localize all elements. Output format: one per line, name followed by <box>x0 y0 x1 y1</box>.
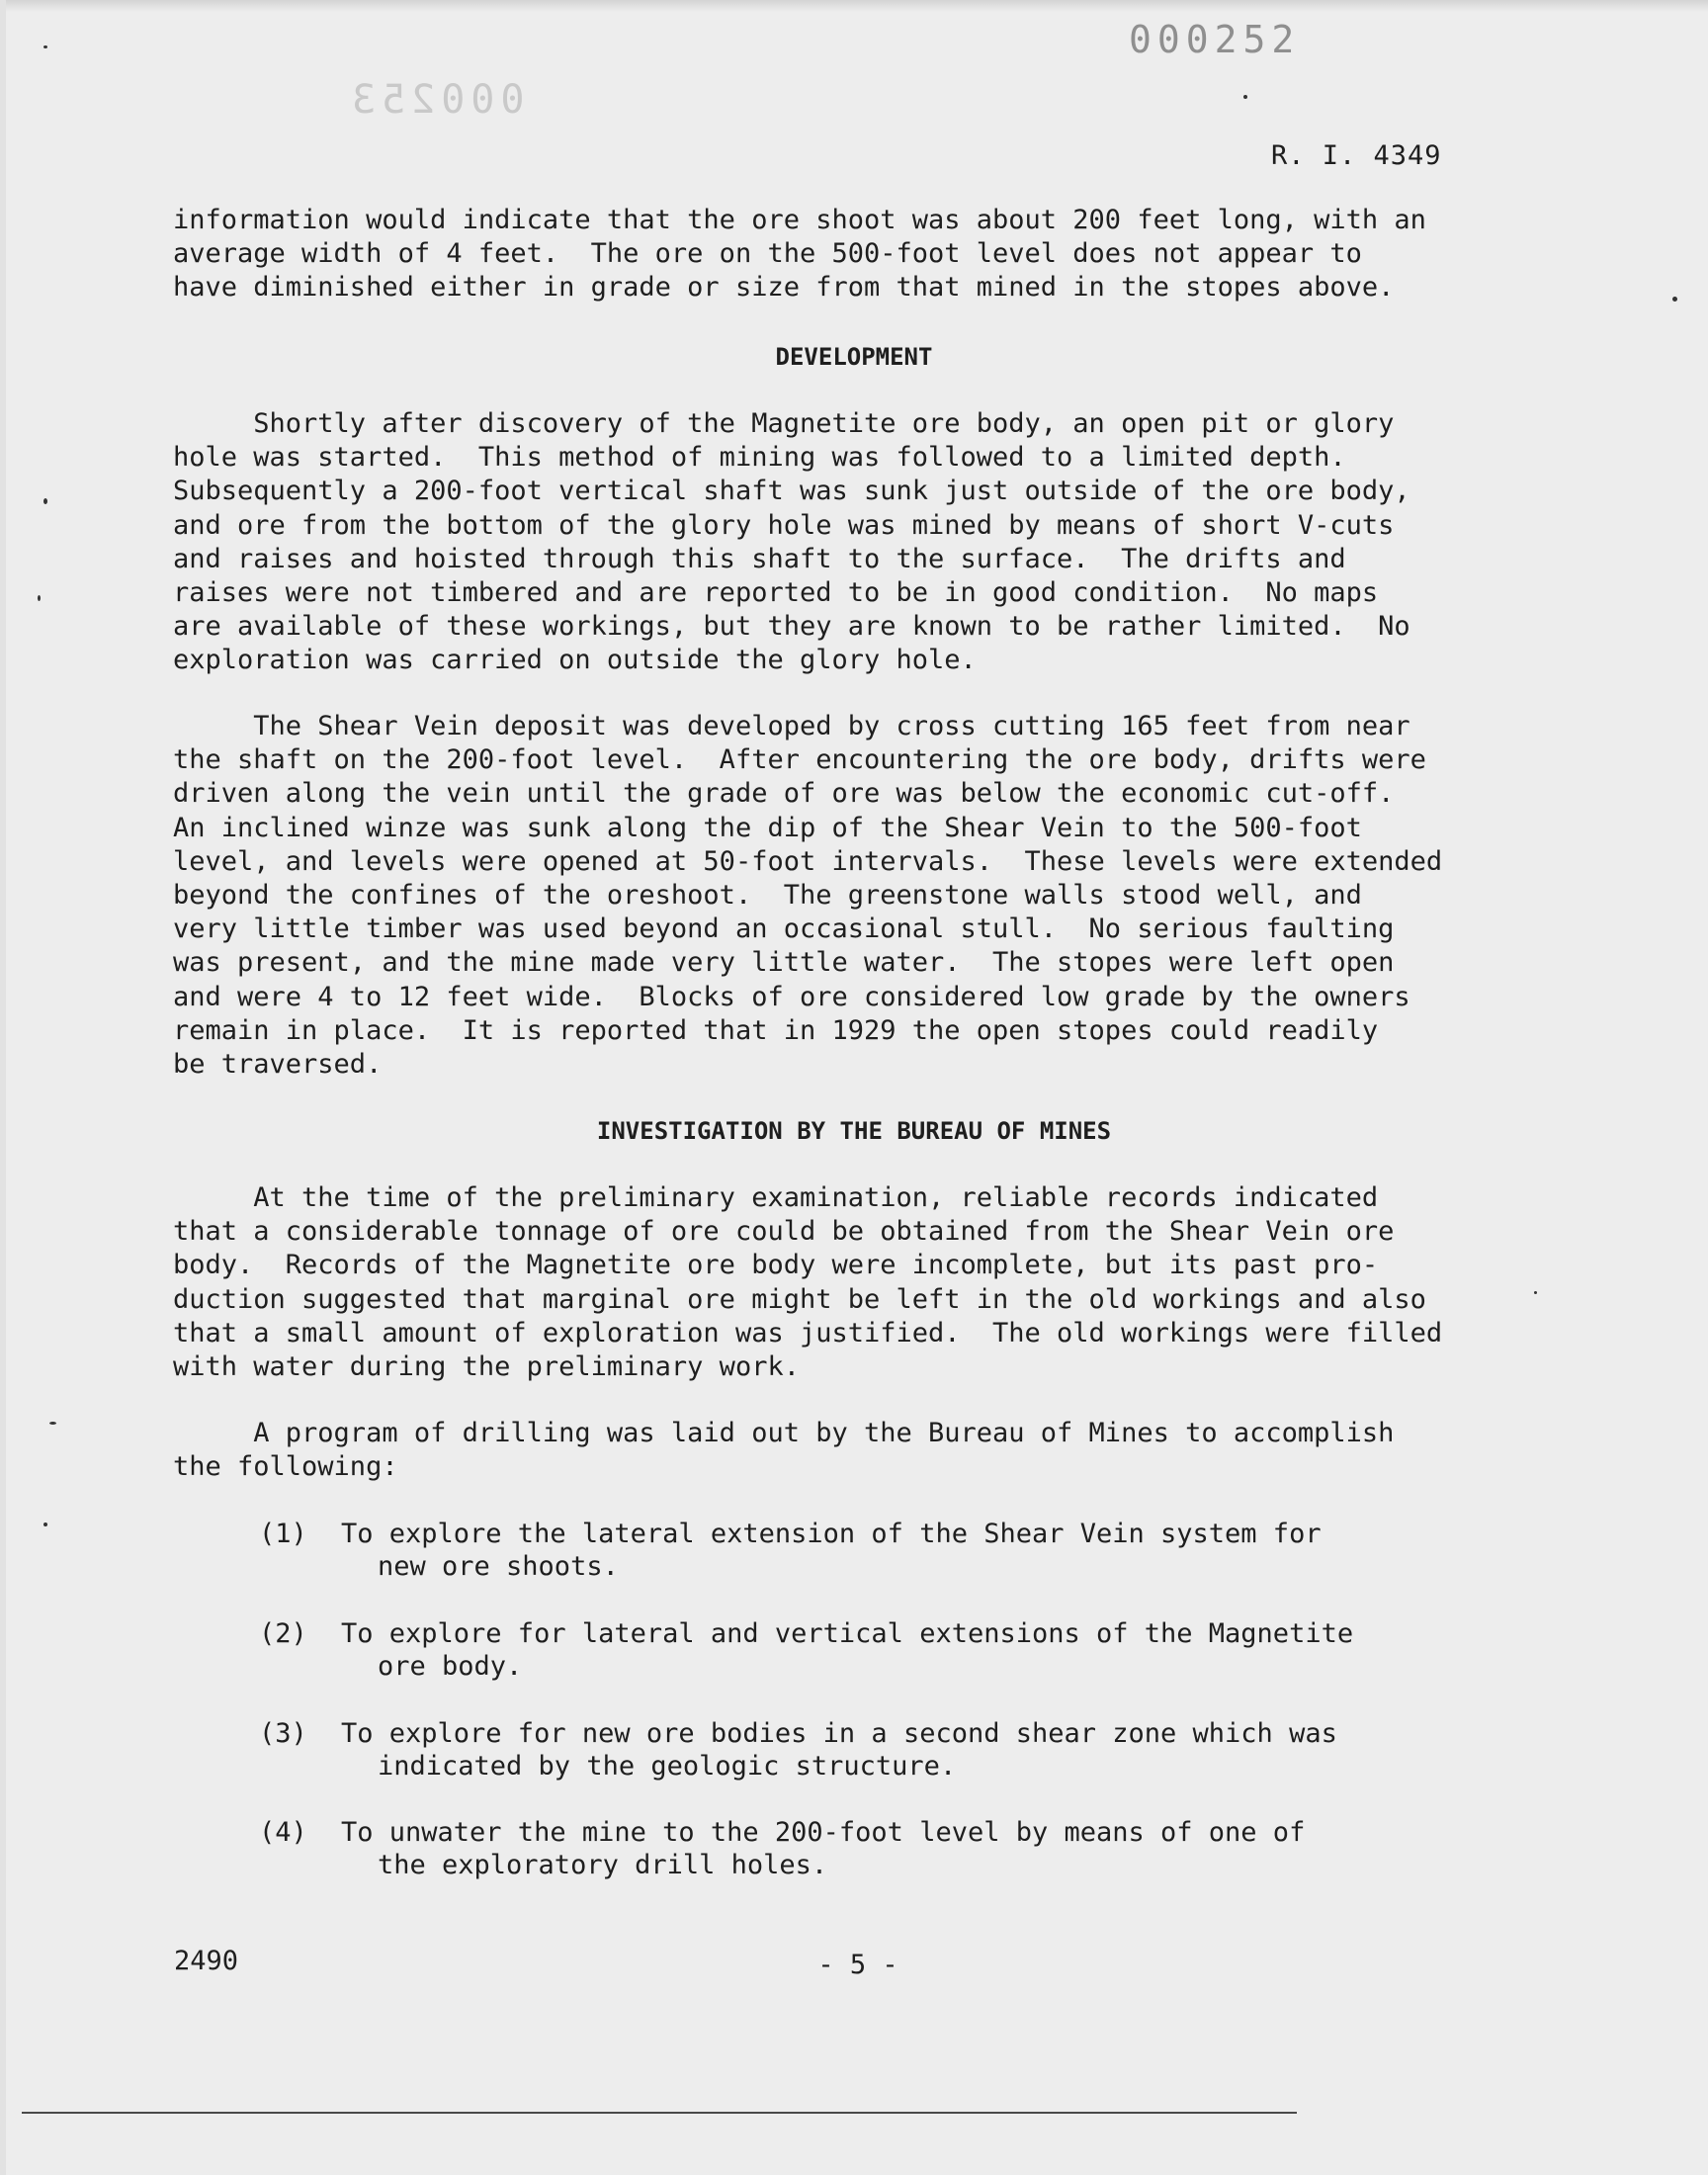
development-heading: DEVELOPMENT <box>775 343 933 371</box>
list-item-text-continued: new ore shoots. <box>378 1551 619 1582</box>
list-item-text: To explore the lateral extension of the Shear Vein system for <box>341 1519 1322 1549</box>
scan-edge-top <box>0 0 1708 12</box>
list-item-text-continued: ore body. <box>378 1651 523 1682</box>
list-item-text: To explore for new ore bodies in a second shear zone which was <box>341 1718 1337 1749</box>
list-item-number: (2) <box>259 1618 307 1649</box>
scan-speck <box>43 1522 47 1526</box>
scan-edge-left <box>0 0 6 2175</box>
scan-speck <box>49 1422 56 1425</box>
list-item-number: (3) <box>259 1718 307 1749</box>
list-item-number: (4) <box>259 1817 307 1848</box>
list-item-number: (1) <box>259 1519 307 1549</box>
list-item-text-continued: the exploratory drill holes. <box>378 1850 828 1880</box>
report-identifier: R. I. 4349 <box>1271 140 1442 171</box>
page-number: - 5 - <box>817 1950 898 1980</box>
bleed-through-number: 000253 <box>346 77 525 123</box>
footer-code: 2490 <box>174 1946 239 1976</box>
investigation-heading: INVESTIGATION BY THE BUREAU OF MINES <box>596 1117 1112 1145</box>
investigation-paragraph-1: At the time of the preliminary examination, reliable records indicated that a considerable tonnage of ore could be obtained from the Shear Vein ore body. Records of the Magnetite ore body were incomplete, but its past pro- duction suggested that marginal ore might be left in the old workings and also that a small amount of exploration was justified. The old workings were filled with water during the preliminary work. <box>173 1182 1443 1383</box>
intro-paragraph: information would indicate that the ore shoot was about 200 feet long, with an average width of 4 feet. The ore on the 500-foot level does not appear to have diminished either in grade or size from that mined in the stopes above. <box>173 205 1426 304</box>
investigation-paragraph-2: A program of drilling was laid out by the Bureau of Mines to accomplish the following: <box>173 1418 1395 1483</box>
archive-stamp-number: 000252 <box>1129 18 1301 61</box>
list-item-text: To unwater the mine to the 200-foot level by means of one of <box>341 1817 1306 1848</box>
scan-speck <box>1534 1291 1537 1294</box>
development-paragraph-2: The Shear Vein deposit was developed by cross cutting 165 feet from near the shaft on the 200-foot level. After encountering the ore body, drifts were driven along the vein until the grade of ore was below the economic cut-off. An inclined winze was sunk along the dip of the Shear Vein to the 500-foot level, and levels were opened at 50-foot intervals. These levels were extended beyond the confines of the oreshoot. The greenstone walls stood well, and very little timber was used beyond an occasional stull. No serious faulting was present, and the mine made very little water. The stopes were left open and were 4 to 12 feet wide. Blocks of ore considered low grade by the owners remain in place. It is reported that in 1929 the open stopes could readily be traversed. <box>173 711 1443 1081</box>
list-item-text: To explore for lateral and vertical extensions of the Magnetite <box>341 1618 1354 1649</box>
scan-speck <box>1672 297 1677 302</box>
scan-speck <box>1243 95 1247 99</box>
scan-speck <box>43 45 47 48</box>
scan-speck <box>43 498 47 504</box>
development-paragraph-1: Shortly after discovery of the Magnetite ore body, an open pit or glory hole was started. This method of mining was followed to a limited depth. Subsequently a 200-foot vertical shaft was sunk just outside of the ore body, and ore from the bottom of the glory hole was mined by means of short V-cuts and raises and hoisted through this shaft to the surface. The drifts and raises were not timbered and are reported to be in good condition. No maps are available of these workings, but they are known to be rather limited. No exploration was carried on outside the glory hole. <box>173 408 1410 676</box>
bottom-rule <box>22 2112 1297 2114</box>
scan-speck <box>38 595 41 601</box>
list-item-text-continued: indicated by the geologic structure. <box>378 1751 957 1782</box>
